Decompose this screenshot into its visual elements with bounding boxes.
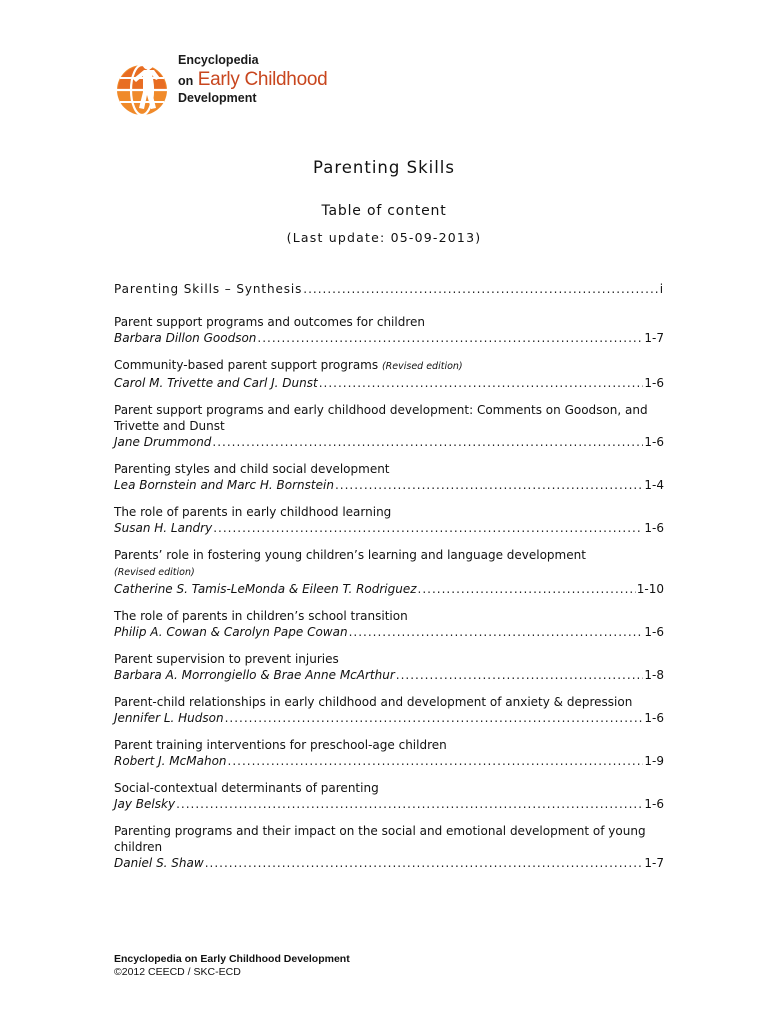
toc-entry[interactable]: [114, 504, 664, 536]
dot-leader: [213, 520, 643, 536]
entry-pages: 1-4: [644, 478, 664, 492]
dot-leader: [396, 667, 644, 683]
entry-pages: 1-6: [644, 376, 664, 390]
entry-author: Lea Bornstein and Marc H. Bornstein: [114, 478, 334, 492]
entry-author: Philip A. Cowan & Carolyn Pape Cowan: [114, 625, 348, 639]
dot-leader: [335, 477, 643, 493]
entry-title: Parenting programs and their impact on the social and emotional development of young children: [114, 824, 646, 854]
toc-entry[interactable]: [114, 608, 664, 640]
entry-pages: 1-6: [644, 797, 664, 811]
footer: [114, 953, 350, 979]
toc-entry[interactable]: [114, 737, 664, 769]
logo-line-2-prefix: on: [178, 73, 194, 88]
entry-title: The role of parents in early childhood learning: [114, 505, 392, 519]
entry-title: The role of parents in children’s school transition: [114, 609, 408, 623]
entry-title: Parent supervision to prevent injuries: [114, 652, 339, 666]
entry-pages: 1-6: [644, 435, 664, 449]
entry-pages: 1-6: [644, 625, 664, 639]
entry-author: Barbara Dillon Goodson: [114, 331, 257, 345]
entry-title: Community-based parent support programs: [114, 358, 379, 372]
footer-copyright: ©2012 CEECD / SKC-ECD: [114, 966, 241, 978]
table-of-contents: [114, 282, 664, 882]
toc-entry[interactable]: [114, 780, 664, 812]
logo-line-1: Encyclopedia: [178, 53, 259, 67]
page-subtitle: Table of content: [321, 203, 447, 219]
entry-pages: 1-7: [644, 331, 664, 345]
entry-pages: 1-10: [636, 582, 664, 596]
entry-title: Parent support programs and outcomes for children: [114, 315, 425, 329]
last-update: (Last update: 05-09-2013): [286, 230, 482, 245]
entry-author: Carol M. Trivette and Carl J. Dunst: [114, 376, 318, 390]
toc-entry[interactable]: [114, 694, 664, 726]
toc-entry[interactable]: [114, 651, 664, 683]
entry-note: (Revised edition): [114, 567, 195, 578]
entry-title: Parent-child relationships in early childhood and development of anxiety & depression: [114, 695, 633, 709]
entry-title: Parenting styles and child social development: [114, 462, 390, 476]
toc-entry[interactable]: [114, 461, 664, 493]
dot-leader: [212, 434, 643, 450]
entry-pages: 1-7: [644, 856, 664, 870]
dot-leader: [303, 282, 658, 296]
entry-author: Jennifer L. Hudson: [114, 711, 224, 725]
entry-title: Social-contextual determinants of parenting: [114, 781, 379, 795]
page-title: Parenting Skills: [313, 158, 455, 177]
logo: [114, 48, 334, 132]
dot-leader: [349, 624, 644, 640]
dot-leader: [319, 375, 644, 391]
dot-leader: [257, 330, 643, 346]
entry-pages: 1-9: [644, 754, 664, 768]
dot-leader: [205, 855, 644, 871]
synthesis-pages: i: [659, 282, 664, 296]
entry-author: Daniel S. Shaw: [114, 856, 204, 870]
logo-line-2-main: Early Childhood: [197, 68, 328, 90]
dot-leader: [418, 581, 636, 597]
dot-leader: [228, 753, 644, 769]
synthesis-title: Parenting Skills – Synthesis: [114, 282, 303, 296]
entry-author: Robert J. McMahon: [114, 754, 227, 768]
entry-title: Parents’ role in fostering young children’s learning and language development: [114, 548, 586, 562]
toc-entry[interactable]: [114, 547, 664, 597]
entry-author: Jane Drummond: [114, 435, 212, 449]
logo-line-3: Development: [178, 90, 257, 105]
entry-title: Parent support programs and early childhood development: Comments on Goodson, and Trivette and Dunst: [114, 403, 648, 433]
entry-author: Jay Belsky: [114, 797, 176, 811]
entry-author: Barbara A. Morrongiello & Brae Anne McArthur: [114, 668, 395, 682]
footer-title: Encyclopedia on Early Childhood Development: [114, 953, 350, 965]
entry-pages: 1-6: [644, 711, 664, 725]
entry-author: Susan H. Landry: [114, 521, 213, 535]
entry-pages: 1-8: [644, 668, 664, 682]
toc-entry[interactable]: [114, 823, 664, 871]
dot-leader: [225, 710, 644, 726]
entry-note: (Revised edition): [381, 361, 463, 372]
dot-leader: [176, 796, 643, 812]
toc-synthesis[interactable]: [114, 282, 664, 296]
toc-entry[interactable]: [114, 314, 664, 346]
toc-entry[interactable]: [114, 402, 664, 450]
entry-pages: 1-6: [644, 521, 664, 535]
toc-entry[interactable]: [114, 357, 664, 391]
entry-title: Parent training interventions for preschool-age children: [114, 738, 447, 752]
globe-child-icon: [114, 48, 176, 132]
entry-author: Catherine S. Tamis-LeMonda & Eileen T. Rodriguez: [114, 582, 417, 596]
